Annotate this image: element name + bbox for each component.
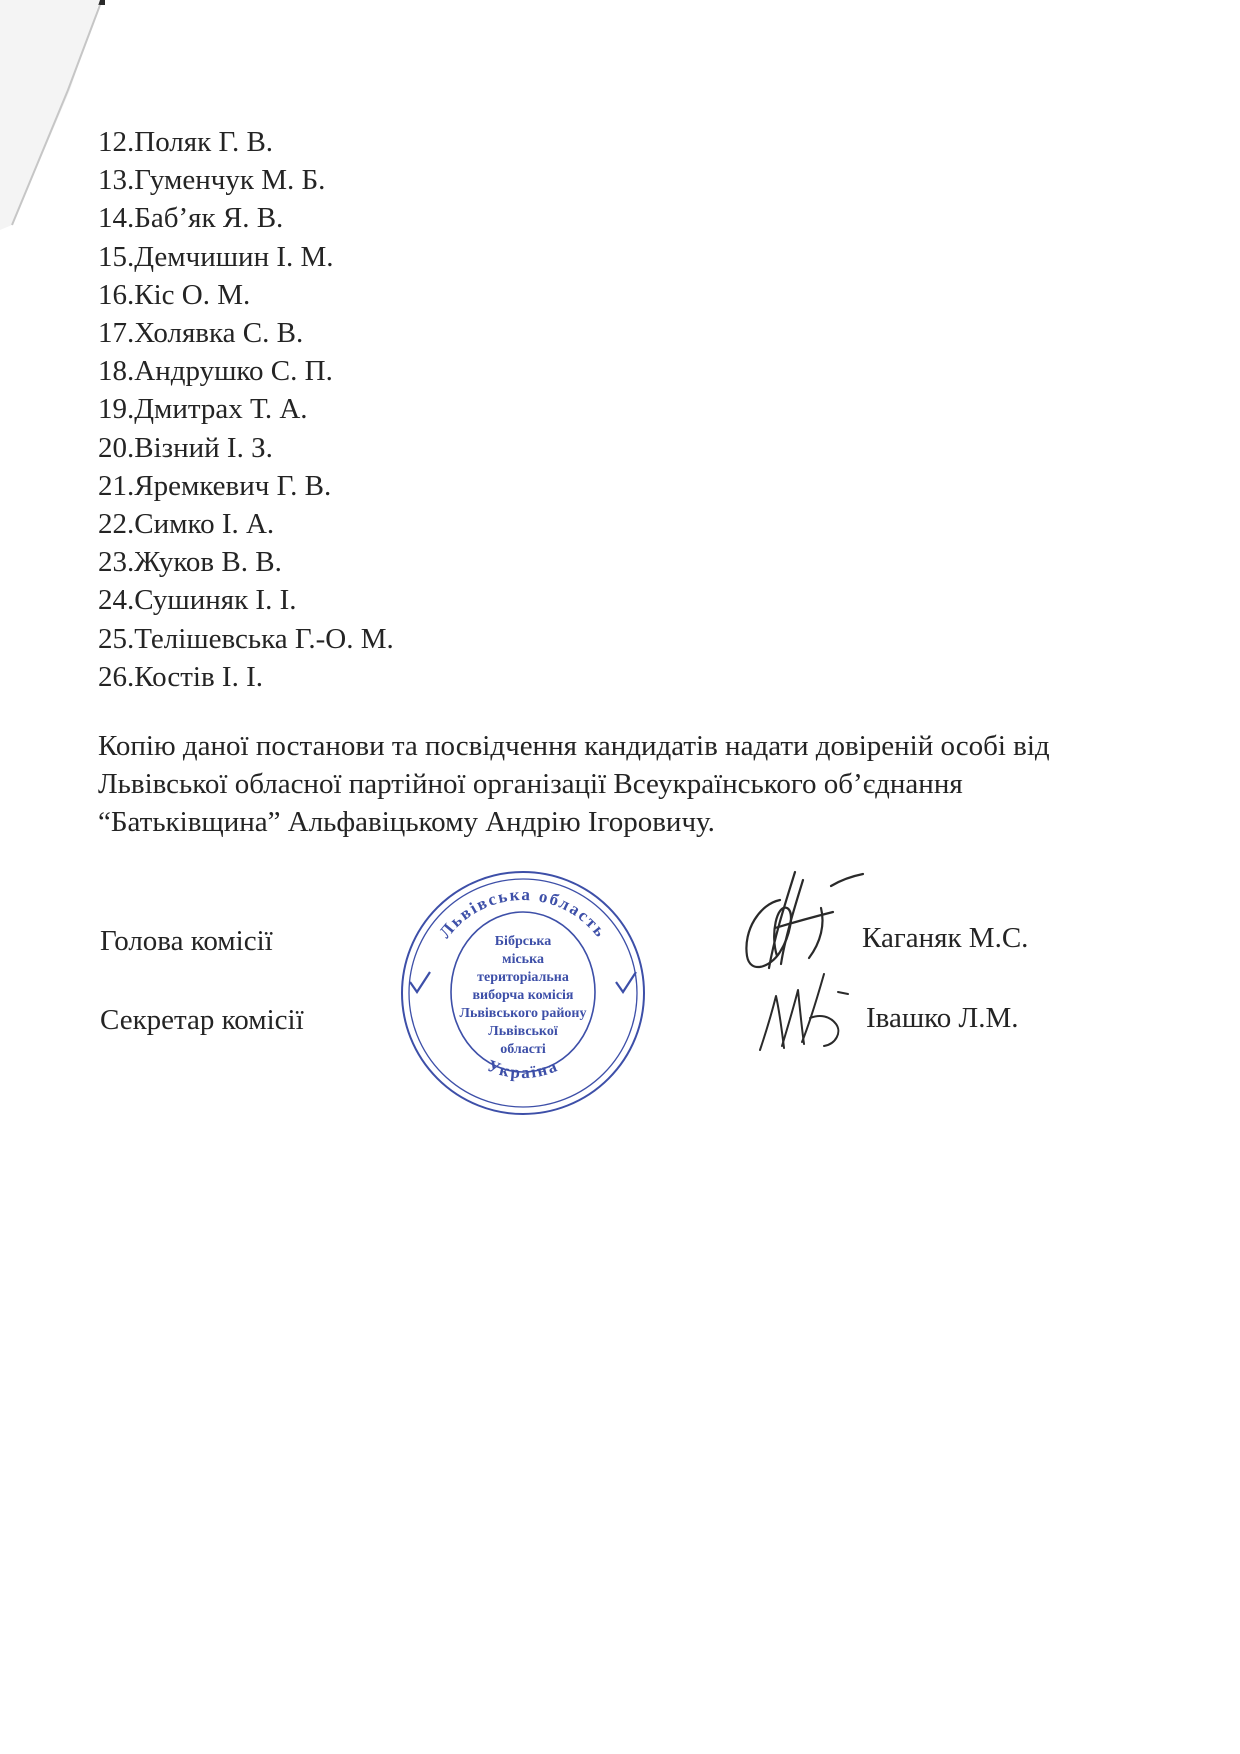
list-item: 20.Візний І. З. bbox=[98, 431, 273, 464]
commission-stamp bbox=[398, 868, 648, 1118]
secretary-signature bbox=[752, 962, 862, 1062]
list-item: 14.Баб’як Я. В. bbox=[98, 202, 284, 235]
stamp-line: Бібрська bbox=[494, 934, 552, 949]
list-item: 18.Андрушко С. П. bbox=[98, 355, 333, 388]
list-item: 24.Сушиняк І. І. bbox=[98, 584, 297, 617]
stamp-line: міська bbox=[502, 952, 544, 967]
list-item: 26.Костів І. І. bbox=[98, 660, 263, 693]
decision-paragraph: Копію даної постанови та посвідчення кандидатів надати довіреній особі від Львівської обласної партійної організації Всеукраїнського об’єднання “Батьківщина” Альфавіцькому Андрію Ігоровичу. bbox=[98, 730, 1050, 838]
stamp-check-icon bbox=[616, 972, 636, 992]
list-item: 15.Демчишин І. М. bbox=[98, 240, 334, 273]
secretary-label: Секретар комісії bbox=[100, 1004, 304, 1036]
list-item: 12.Поляк Г. В. bbox=[98, 126, 274, 158]
list-item: 19.Дмитрах Т. А. bbox=[98, 393, 308, 426]
list-item: 23.Жуков В. В. bbox=[98, 546, 282, 579]
svg-text:Україна bbox=[485, 1056, 562, 1082]
stamp-line: виборча комісія bbox=[472, 988, 574, 1003]
chair-label: Голова комісії bbox=[100, 925, 273, 957]
list-item: 22.Симко І. А. bbox=[98, 508, 275, 541]
stamp-line: області bbox=[500, 1042, 546, 1057]
list-item: 21.Яремкевич Г. В. bbox=[98, 469, 332, 502]
candidate-list bbox=[98, 123, 394, 696]
chair-name: Каганяк М.С. bbox=[862, 922, 1029, 954]
list-item: 17.Холявка С. В. bbox=[98, 317, 304, 350]
stamp-outer-bottom: Україна bbox=[484, 1055, 562, 1083]
list-item: 13.Гуменчук М. Б. bbox=[98, 164, 326, 197]
stamp-line: територіальна bbox=[477, 970, 569, 985]
stamp-check-icon bbox=[410, 972, 430, 992]
stamp-line: Львівської bbox=[488, 1024, 558, 1039]
secretary-name: Івашко Л.М. bbox=[866, 1002, 1019, 1034]
list-item: 16.Кіс О. М. bbox=[98, 278, 251, 311]
stamp-line: Львівського району bbox=[459, 1006, 587, 1021]
stamp-outer-top: Львівська область bbox=[435, 884, 611, 942]
list-item: 25.Телішевська Г.-О. М. bbox=[98, 622, 394, 655]
